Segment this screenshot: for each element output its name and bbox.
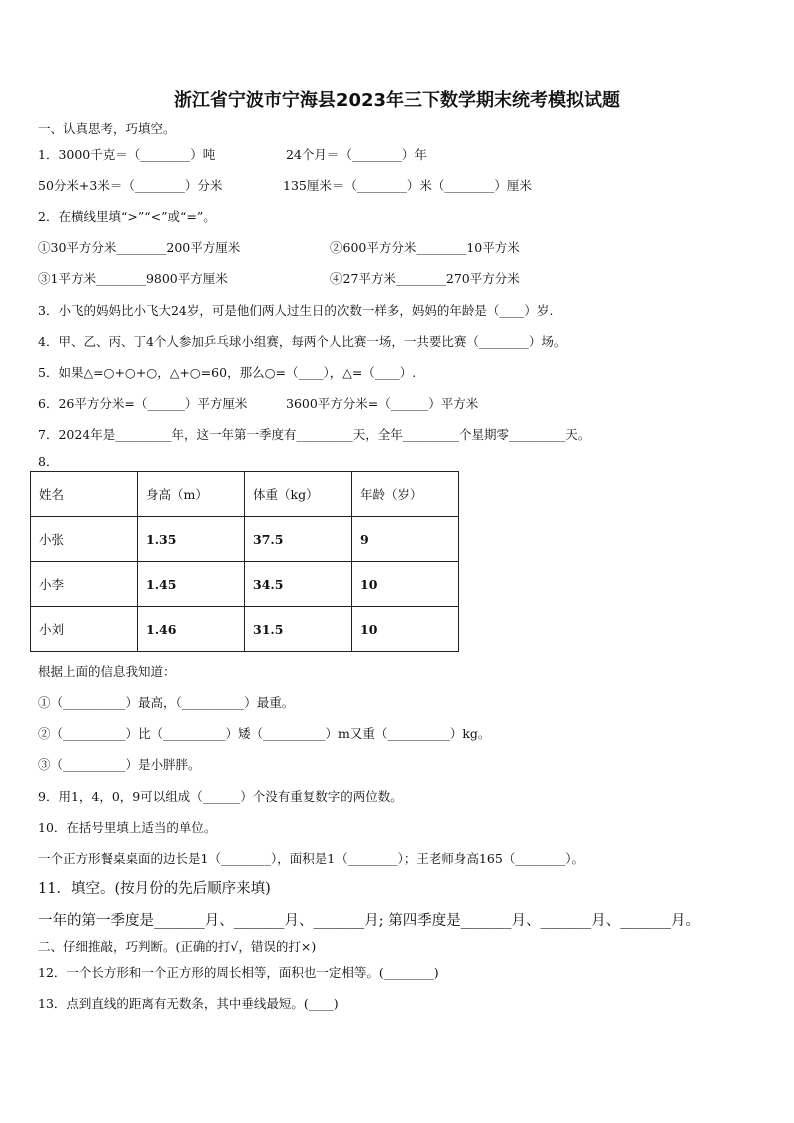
q6-part-a: 6．26平方分米=（______）平方厘米 (38, 396, 248, 411)
q1-line1-right: 24个月＝（________）年 (286, 147, 427, 162)
page-title: 浙江省宁波市宁海县2023年三下数学期末统考模拟试题 (173, 90, 621, 111)
q8-part-c: ③（__________）是小胖胖。 (38, 757, 201, 772)
q11-body: 一年的第一季度是_______月、_______月、_______月; 第四季度是_______月、_______月、_______月。 (38, 913, 700, 929)
q2-option-a: ①30平方分米________200平方厘米 (38, 240, 241, 255)
q9: 9．用1，4，0，9可以组成（______）个没有重复数字的两位数。 (38, 789, 403, 804)
section-1-heading: 一、认真思考，巧填空。 (38, 121, 176, 136)
table-cell: 9 (352, 517, 459, 562)
table-row (31, 517, 459, 562)
q8-part-a: ①（__________）最高，（__________）最重。 (38, 695, 295, 710)
q7: 7．2024年是_________年，这一年第一季度有_________天，全年_________个星期零_________天。 (38, 427, 591, 442)
table-cell: 小张 (31, 517, 138, 562)
q10-stem: 10．在括号里填上适当的单位。 (38, 820, 217, 835)
table-cell: 1.35 (138, 517, 245, 562)
table-cell: 10 (352, 562, 459, 607)
table-cell: 31.5 (245, 607, 352, 652)
q1-line2-right: 135厘米＝（________）米（________）厘米 (283, 178, 532, 193)
table-row (31, 607, 459, 652)
q6-part-b: 3600平方分米=（______）平方米 (286, 396, 479, 411)
q10-body: 一个正方形餐桌桌面的边长是1（________），面积是1（________）；王老师身高165（________）。 (38, 851, 585, 866)
table-cell: 34.5 (245, 562, 352, 607)
table-cell: 1.46 (138, 607, 245, 652)
q2-option-d: ④27平方米________270平方分米 (330, 271, 520, 286)
q11-stem: 11．填空。(按月份的先后顺序来填) (38, 881, 271, 897)
table-header-cell: 姓名 (31, 472, 138, 517)
q12: 12．一个长方形和一个正方形的周长相等，面积也一定相等。(________) (38, 965, 439, 980)
q1-line1-left: 1．3000千克＝（________）吨 (38, 147, 216, 162)
q8-intro: 根据上面的信息我知道： (38, 664, 176, 679)
q2-option-b: ②600平方分米________10平方米 (330, 240, 520, 255)
table-cell: 小李 (31, 562, 138, 607)
table-header-cell: 体重（kg） (245, 472, 352, 517)
q8-number: 8． (38, 454, 59, 469)
table-cell: 小刘 (31, 607, 138, 652)
table-cell: 1.45 (138, 562, 245, 607)
q2-stem: 2．在横线里填“>”“<”或“=”。 (38, 209, 216, 224)
table-header-cell: 身高（m） (138, 472, 245, 517)
info-table (30, 471, 459, 652)
table-header-cell: 年龄（岁） (352, 472, 459, 517)
q4: 4．甲、乙、丙、丁4个人参加乒乓球小组赛，每两个人比赛一场，一共要比赛（________）场。 (38, 334, 567, 349)
table-cell: 10 (352, 607, 459, 652)
table-row (31, 562, 459, 607)
q5: 5．如果△=○+○+○，△+○=60，那么○=（____），△=（____）. (38, 365, 417, 380)
q2-option-c: ③1平方米________9800平方厘米 (38, 271, 228, 286)
table-cell: 37.5 (245, 517, 352, 562)
q8-part-b: ②（__________）比（__________）矮（__________）m又重（__________）kg。 (38, 726, 491, 741)
q3: 3．小飞的妈妈比小飞大24岁，可是他们两人过生日的次数一样多，妈妈的年龄是（____）岁. (38, 303, 554, 318)
q13: 13．点到直线的距离有无数条，其中垂线最短。(____) (38, 996, 339, 1011)
section-2-heading: 二、仔细推敲，巧判断。(正确的打√，错误的打×) (38, 939, 317, 954)
table-header-row (31, 472, 459, 517)
q1-line2-left: 50分米+3米＝（________）分米 (38, 178, 223, 193)
